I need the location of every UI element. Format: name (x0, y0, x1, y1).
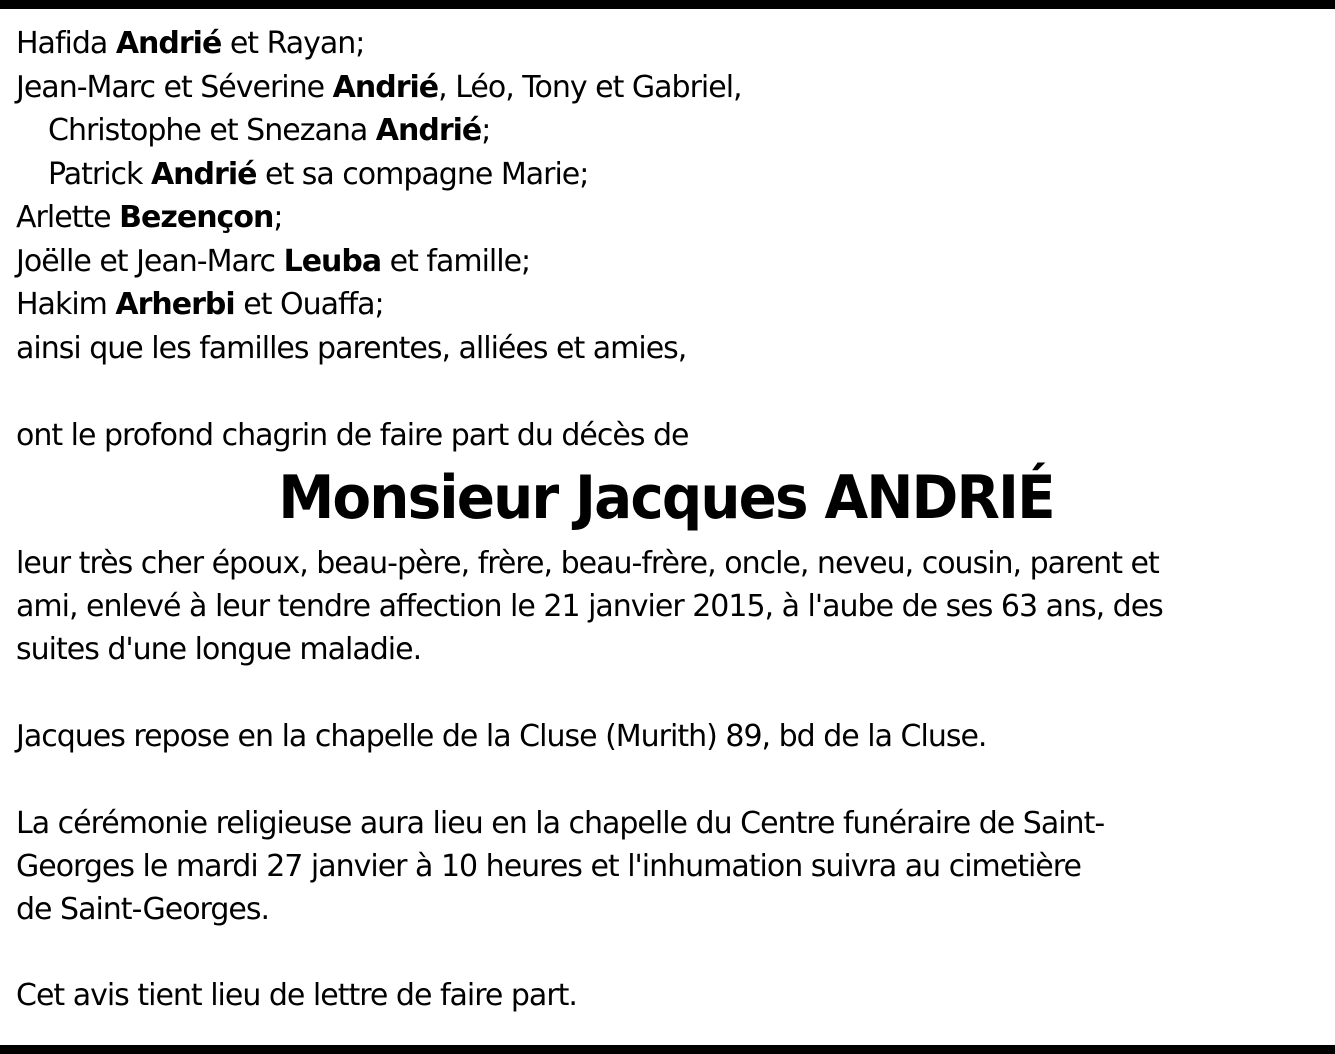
mourner-line: Arlette Bezençon; (16, 200, 283, 235)
repose-text: Jacques repose en la chapelle de la Cluse (Murith) 89, bd de la Cluse. (16, 718, 987, 754)
family-name: Andrié (375, 113, 482, 148)
ceremony-paragraph (16, 802, 1316, 931)
family-name: Andrié (115, 26, 222, 61)
ceremony-line: La cérémonie religieuse aura lieu en la chapelle du Centre funéraire de Saint- (16, 805, 1105, 841)
description-paragraph (16, 542, 1316, 671)
family-name: Bezençon (119, 200, 274, 235)
bottom-border-rule (0, 1045, 1335, 1054)
family-name: Leuba (283, 243, 382, 279)
mourner-line: Jean-Marc et Séverine Andrié, Léo, Tony et Gabriel, (16, 69, 742, 105)
family-name: Andrié (332, 69, 439, 105)
obituary-notice (16, 22, 1316, 1018)
families-line: ainsi que les familles parentes, alliées et amies, (16, 330, 687, 366)
description-line: suites d'une longue maladie. (16, 632, 422, 667)
spacer (16, 370, 1316, 414)
top-border-rule (0, 0, 1335, 9)
mourner-line: Christophe et Snezana Andrié; (48, 113, 491, 148)
mourners-list (16, 22, 1316, 370)
spacer (16, 758, 1316, 802)
mourner-line: Patrick Andrié et sa compagne Marie; (48, 156, 589, 192)
closing-text: Cet avis tient lieu de lettre de faire part. (16, 978, 577, 1013)
description-line: ami, enlevé à leur tendre affection le 21 janvier 2015, à l'aube de ses 63 ans, des (16, 589, 1163, 624)
spacer (16, 671, 1316, 715)
description-line: leur très cher époux, beau-père, frère, beau-frère, oncle, neveu, cousin, parent et (16, 546, 1159, 581)
spacer (16, 931, 1316, 975)
ceremony-line: Georges le mardi 27 janvier à 10 heures et l'inhumation suivra au cimetière (16, 848, 1081, 884)
mourner-line: Joëlle et Jean-Marc Leuba et famille; (16, 243, 531, 279)
family-name: Andrié (150, 156, 257, 192)
family-name: Arherbi (115, 287, 235, 322)
deceased-name-heading: Monsieur Jacques ANDRIÉ (278, 463, 1054, 533)
ceremony-line: de Saint-Georges. (16, 891, 270, 927)
mourner-line: Hakim Arherbi et Ouaffa; (16, 287, 384, 322)
mourner-line: Hafida Andrié et Rayan; (16, 26, 365, 61)
announcement-text: ont le profond chagrin de faire part du décès de (16, 417, 689, 453)
